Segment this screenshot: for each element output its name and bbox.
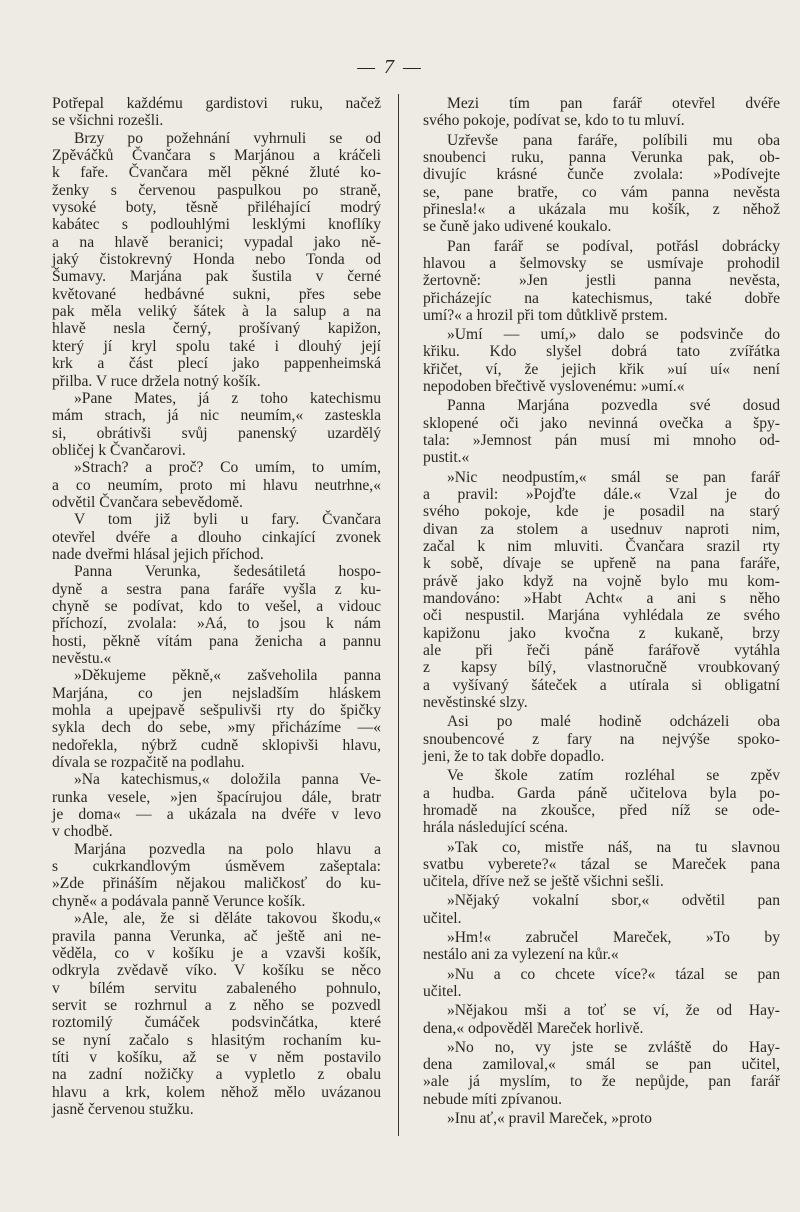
text-line: dívala se rozpačitě na podlahu. — [52, 754, 245, 772]
text-line: Marjána pozvedla na polo hlavu a — [74, 840, 381, 858]
text-line: títi v košíku, až se v něm postavilo — [52, 1048, 381, 1066]
text-line: dyně a sestra pana faráře vyšla z ku- — [52, 580, 381, 598]
left-column — [52, 95, 381, 1118]
text-line: nade dveřmi hlásal jejich příchod. — [52, 545, 264, 563]
text-line: Šumavy. Marjána pak šustila v černé — [52, 268, 381, 286]
text-line: který jí kryl spolu také i dlouhý její — [52, 337, 381, 355]
text-line: »Umí — umí,» dalo se podsvinče do — [447, 326, 780, 344]
text-line: svého pokoje, podívat se, kdo to tu mluví. — [423, 112, 685, 130]
text-line: učitel. — [423, 982, 462, 1000]
text-line: snoubencové z fary na nejvýše spoko- — [423, 730, 780, 748]
paragraph — [52, 771, 381, 840]
text-line: odkryla zvědavě víko. V košíku se něco — [52, 962, 381, 980]
text-line: Panna Marjána pozvedla své dosud — [447, 397, 780, 415]
text-line: Potřepal každému gardistovi ruku, načež — [52, 95, 381, 112]
column-divider — [398, 94, 399, 1136]
text-line: ženky s červenou paspulkou po straně, — [52, 181, 381, 199]
text-line: a vyšívaný šáteček a utírala si obligatní — [423, 676, 780, 694]
paragraph — [423, 95, 780, 130]
text-line: kapižonu jako kvočna z kukaně, brzy — [423, 624, 780, 642]
text-line: Uzřevše pana faráře, políbili mu oba — [447, 131, 780, 149]
paragraph — [423, 892, 780, 927]
paragraph — [423, 839, 780, 891]
text-line: a hudba. Garda páně učitelova byla po- — [423, 784, 780, 802]
text-line: »Nic neodpustím,« smál se pan farář — [447, 468, 780, 486]
text-line: otevřel dvéře a dlouho cinkající zvonek — [52, 528, 381, 546]
paragraph — [423, 1039, 780, 1108]
text-line: hlavu a krk, kolem něhož mělo uvázanou — [52, 1083, 381, 1101]
text-line: příchozí, zvolala: »Aá, to jsou k nám — [52, 615, 381, 633]
text-line: Marjána, co jen nejsladším hláskem — [52, 684, 381, 702]
text-line: divan za stolem a usednuv naproti nim, — [423, 520, 780, 538]
text-line: nepodoben břečtivě vyslovenému: »umí.« — [423, 378, 685, 396]
text-line: hlavě nesla černý, prošívaný kapižon, — [52, 320, 381, 338]
text-line: svého pokoje, kde je posadil na starý — [423, 503, 780, 521]
text-line: divujíc krásné čunče zvolala: »Podívejte — [423, 166, 780, 184]
text-line: a pravil: »Pojďte dále.« Vzal je do — [423, 486, 780, 504]
text-line: hromadě na zkoušce, před níž se ode- — [423, 801, 780, 819]
text-line: »Hm!« zabručel Mareček, »To by — [447, 929, 780, 947]
text-line: pustit.« — [423, 449, 470, 467]
text-line: »Tak co, mistře náš, na tu slavnou — [447, 838, 780, 856]
text-line: nevěstu.« — [52, 650, 112, 667]
text-line: »Na katechismus,« doložila panna Ve- — [74, 771, 381, 789]
text-line: pravila panna Verunka, ač ještě ani ne- — [52, 927, 381, 945]
text-line: »Strach? a proč? Co umím, to umím, — [74, 459, 381, 477]
paragraph — [423, 397, 780, 466]
text-line: chyně« a podávala panně Verunce košík. — [52, 892, 306, 910]
text-line: hosti, pěkně vítám pana ženicha a pannu — [52, 632, 381, 650]
paragraph — [52, 390, 381, 459]
text-line: kabátec s podlouhlými lesklými knoflíky — [52, 216, 381, 234]
text-line: učitel. — [423, 909, 462, 927]
text-line: »Inu ať,« pravil Mareček, »proto — [447, 1110, 652, 1128]
text-line: oči nespustil. Marjána vyhlédala ze svého — [423, 607, 780, 625]
text-line: chyně se podívat, kdo to vešel, a vidouc — [52, 597, 381, 615]
paragraph — [423, 929, 780, 964]
text-line: si, obrátivši svůj panenský uzardělý — [52, 424, 381, 442]
text-line: Pan farář se podíval, potřásl dobrácky — [447, 237, 780, 255]
text-line: obličej k Čvančarovi. — [52, 441, 186, 459]
text-line: v chodbě. — [52, 823, 113, 841]
text-line: se čuně jako udivené koukalo. — [423, 218, 612, 236]
text-line: žertovně: »Jen jestli panna nevěsta, — [423, 272, 780, 290]
text-line: runka vesele, »jen špacírujou dále, bratr — [52, 788, 381, 806]
text-line: na zadní nožičky a vypletlo z obalu — [52, 1066, 381, 1084]
text-line: přicházejíc na katechismus, také dobře — [423, 289, 780, 307]
right-column — [423, 95, 780, 1129]
text-line: ale při řeči páně farářově vytáhla — [423, 642, 780, 660]
text-line: a na hlavě beranici; vypadal jako ně- — [52, 233, 381, 251]
text-line: krk a část plecí jako pappenheimská — [52, 355, 381, 373]
text-line: učitela, dříve než se ještě všichni sešli. — [423, 873, 664, 891]
paragraph — [52, 841, 381, 910]
paragraph — [52, 130, 381, 390]
text-line: »No no, vy jste se zvláště do Hay- — [447, 1038, 780, 1056]
text-line: »Nu a co chcete více?« tázal se pan — [447, 965, 780, 983]
text-line: sykla dech do sebe, »my přicházíme —« — [52, 719, 381, 737]
text-line: jeni, že to tak dobře dopadlo. — [423, 748, 605, 766]
text-line: začal k nim mluviti. Čvančara srazil rty — [423, 538, 780, 556]
paragraph — [52, 563, 381, 667]
text-line: »Nějaký vokalní sbor,« odvětil pan — [447, 892, 780, 910]
paragraph — [52, 95, 381, 130]
text-line: právě jako když na vojně bylo mu kom- — [423, 572, 780, 590]
text-line: k sobě, dívaje se upřeně na pana faráře, — [423, 555, 780, 573]
text-line: křiku. Kdo slyšel dobrá tato zvířátka — [423, 343, 780, 361]
text-line: pak měla veliký šátek à la salup a na — [52, 303, 381, 321]
text-line: vysoké boty, těsně přiléhající modrý — [52, 199, 381, 217]
text-line: Mezi tím pan farář otevřel dvéře — [447, 95, 780, 112]
paragraph — [52, 459, 381, 511]
text-line: mohla a upejpavě sešpulivši rty do špičky — [52, 702, 381, 720]
text-line: snoubenci ruku, panna Verunka pak, ob- — [423, 148, 780, 166]
text-line: z kapsy bílý, vlastnoručně vroubkovaný — [423, 659, 780, 677]
paragraph — [52, 910, 381, 1118]
text-line: dena zamiloval,« smál se pan učitel, — [423, 1056, 780, 1074]
text-line: sklopené oči jako nevinná ovečka a špy- — [423, 414, 780, 432]
text-line: mám strach, já nic neumím,« zasteskla — [52, 407, 381, 425]
text-line: mandováno: »Habt Acht« a ani s něho — [423, 590, 780, 608]
text-line: přilba. V ruce držela notný košík. — [52, 372, 261, 390]
text-line: Zpěváčků Čvančara s Marjánou a kráčeli — [52, 147, 381, 165]
paragraph — [52, 667, 381, 771]
text-line: křičet, ví, že jejich křik »uí uí« není — [423, 360, 780, 378]
text-line: se nyní začalo s hlasitým rochaním ku- — [52, 1031, 381, 1049]
text-line: nestálo ani za vylezení na kůr.« — [423, 946, 619, 964]
text-line: jasně červenou stužku. — [52, 1100, 194, 1118]
text-line: k faře. Čvančara měl pěkné žluté ko- — [52, 164, 381, 182]
text-line: květované hedbávné sukni, přes sebe — [52, 285, 381, 303]
page-number: — 7 — — [357, 56, 423, 78]
paragraph — [423, 767, 780, 836]
text-line: V tom již byli u fary. Čvančara — [74, 511, 381, 529]
text-line: je doma« — a ukázala na dvéře v levo — [52, 806, 381, 824]
paragraph — [423, 326, 780, 395]
paragraph — [52, 511, 381, 563]
text-line: umí?« a hrozil při tom důtklivě prstem. — [423, 306, 668, 324]
text-line: »Ale, ale, že si děláte takovou škodu,« — [74, 910, 381, 928]
paragraph — [423, 132, 780, 236]
text-line: jaký čistokrevný Honda nebo Tonda od — [52, 251, 381, 269]
text-line: v bílém servitu zabaleného pohnulo, — [52, 979, 381, 997]
text-line: odvětil Čvančara sebevědomě. — [52, 493, 243, 511]
text-line: dena,« odpověděl Mareček horlivě. — [423, 1019, 644, 1037]
text-line: Ve škole zatím rozléhal se zpěv — [447, 767, 780, 785]
text-line: servit se rozhrnul a z něho se pozvedl — [52, 996, 381, 1014]
text-line: »ale já myslím, to že nepůjde, pan farář — [423, 1073, 780, 1091]
paragraph — [423, 469, 780, 712]
text-line: a co neumím, proto mi hlavu neutrhne,« — [52, 476, 381, 494]
text-line: »Nějakou mši a toť se ví, že od Hay- — [447, 1002, 780, 1020]
paragraph — [423, 1002, 780, 1037]
text-line: přinesla!« a ukázala mu košík, z něhož — [423, 200, 780, 218]
text-line: se všichni rozešli. — [52, 112, 164, 130]
text-line: svatbu vyberete?« tázal se Mareček pana — [423, 855, 780, 873]
text-line: věděla, co v košíku je a vzavši košík, — [52, 944, 381, 962]
text-line: nebude míti zpívanou. — [423, 1090, 563, 1108]
paragraph — [423, 713, 780, 765]
text-line: tala: »Jemnost pán musí mi mnoho od- — [423, 432, 780, 450]
paragraph — [423, 238, 780, 325]
text-line: Brzy po požehnání vyhrnuli se od — [74, 129, 381, 147]
paragraph — [423, 966, 780, 1001]
text-line: hrála následující scéna. — [423, 819, 569, 837]
text-line: nedořekla, nýbrž cudně sklopivši hlavu, — [52, 736, 381, 754]
paragraph — [423, 1110, 780, 1127]
text-line: »Děkujeme pěkně,« zašveholila panna — [74, 667, 381, 685]
text-line: roztomilý čumáček podsvinčátka, které — [52, 1014, 381, 1032]
text-line: »Pane Mates, já z toho katechismu — [74, 389, 381, 407]
text-line: Panna Verunka, šedesátiletá hospo- — [74, 563, 381, 581]
text-line: nevěstinské slzy. — [423, 694, 528, 712]
text-line: s cukrkandlovým úsměvem zašeptala: — [52, 858, 381, 876]
text-line: Asi po malé hodině odcházeli oba — [447, 713, 780, 731]
text-line: se, pane bratře, co vám panna nevěsta — [423, 183, 780, 201]
text-line: »Zde přináším nějakou maličkosť do ku- — [52, 875, 381, 893]
text-line: hlavou a šelmovsky se usmívaje prohodil — [423, 254, 780, 272]
